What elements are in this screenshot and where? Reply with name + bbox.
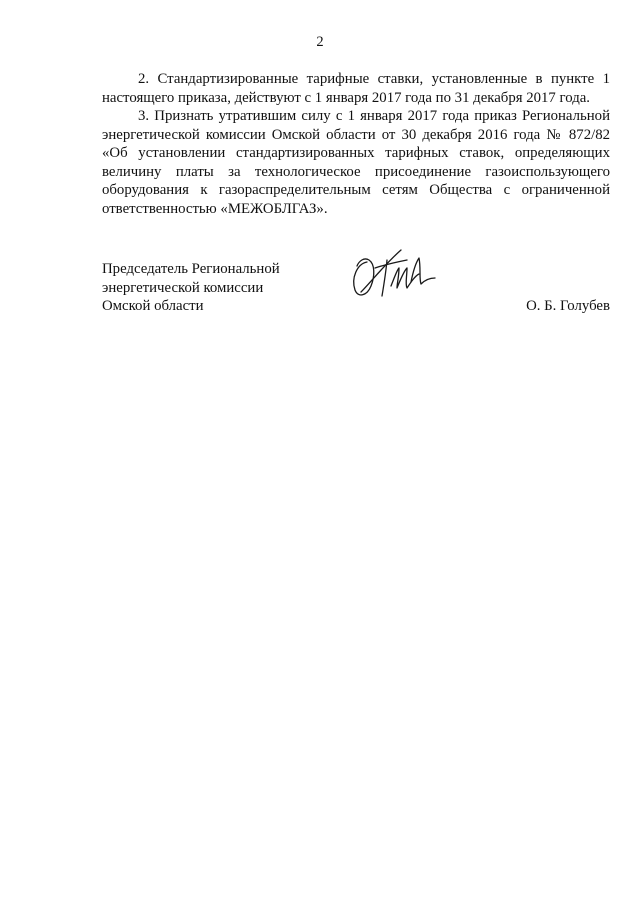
document-body bbox=[102, 70, 610, 218]
paragraph-validity-period: 2. Стандартизированные тарифные ставки, установленные в пункте 1 настоящего приказа, действуют с 1 января 2017 года по 31 декабря 2017 года. bbox=[102, 71, 610, 106]
signer-name: О. Б. Голубев bbox=[526, 298, 610, 314]
paragraph-repeal-order: 3. Признать утратившим силу с 1 января 2017 года приказ Региональной энергетической комиссии Омской области от 30 декабря 2016 года № 872/82 «Об установлении стандартизированных тарифных ставок, определяющих величину платы за технологическое присоединение газоиспользующего оборудования к газораспределительным сетям Общества с ограниченной ответственностью «МЕЖОБЛГАЗ». bbox=[102, 108, 610, 217]
page-number: 2 bbox=[316, 34, 324, 50]
signer-position bbox=[102, 260, 280, 316]
signer-position-line: энергетической комиссии bbox=[102, 279, 264, 296]
handwritten-signature bbox=[345, 242, 445, 302]
signer-position-line: Председатель Региональной bbox=[102, 261, 280, 277]
signer-position-line: Омской области bbox=[102, 298, 204, 314]
